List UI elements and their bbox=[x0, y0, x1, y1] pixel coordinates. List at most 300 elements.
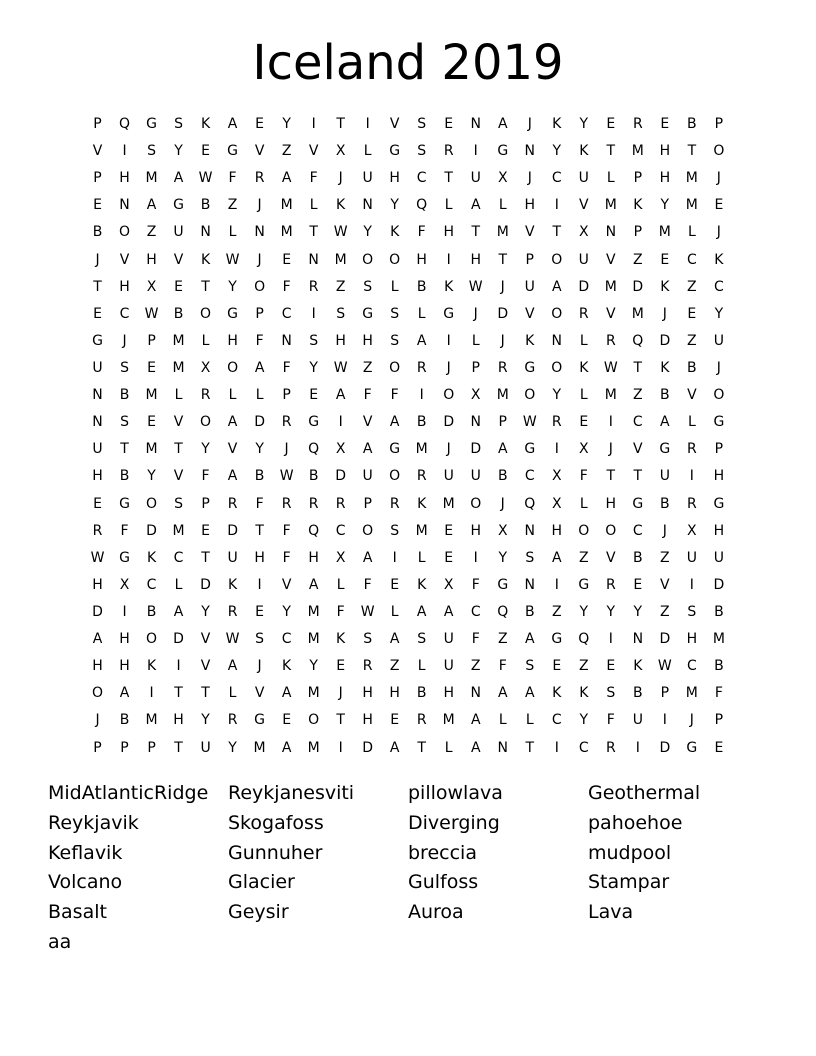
grid-letter: R bbox=[605, 576, 616, 593]
grid-letter: L bbox=[363, 143, 372, 160]
grid-letter: H bbox=[416, 251, 427, 268]
grid-letter: X bbox=[551, 495, 562, 512]
grid-letter: O bbox=[470, 495, 482, 512]
grid-letter: G bbox=[389, 441, 401, 458]
grid-letter: S bbox=[417, 143, 427, 160]
grid-letter: L bbox=[390, 278, 399, 295]
grid-letter: L bbox=[174, 387, 183, 404]
grid-letter: Y bbox=[201, 712, 210, 729]
word-list-item: Diverging bbox=[408, 811, 500, 834]
grid-letter: G bbox=[713, 495, 725, 512]
grid-letter: N bbox=[605, 224, 617, 241]
grid-letter: H bbox=[443, 685, 454, 702]
grid-letter: G bbox=[119, 549, 130, 566]
grid-letter: S bbox=[390, 305, 400, 322]
grid-letter: H bbox=[659, 170, 671, 187]
grid-letter: I bbox=[554, 739, 559, 756]
grid-letter: H bbox=[119, 658, 130, 675]
grid-letter: H bbox=[362, 685, 373, 702]
grid-letter: J bbox=[338, 170, 343, 187]
grid-letter: M bbox=[604, 387, 617, 404]
grid-letter: K bbox=[660, 359, 670, 376]
grid-letter: F bbox=[363, 576, 372, 593]
grid-letter: U bbox=[470, 170, 481, 187]
grid-letter: L bbox=[417, 658, 426, 675]
grid-letter: L bbox=[606, 170, 615, 187]
grid-letter: V bbox=[524, 305, 535, 322]
grid-letter: O bbox=[713, 143, 725, 160]
grid-letter: T bbox=[606, 143, 616, 160]
grid-letter: G bbox=[551, 631, 563, 648]
grid-letter: G bbox=[578, 576, 590, 593]
grid-letter: Z bbox=[497, 631, 508, 648]
grid-letter: P bbox=[93, 116, 102, 132]
grid-letter: B bbox=[416, 278, 427, 295]
grid-letter: X bbox=[443, 576, 454, 593]
grid-letter: T bbox=[444, 170, 453, 187]
grid-letter: B bbox=[119, 387, 130, 404]
grid-letter: V bbox=[254, 143, 265, 160]
grid-letter: N bbox=[470, 685, 481, 702]
grid-letter: L bbox=[228, 387, 237, 404]
grid-letter: H bbox=[605, 495, 617, 512]
grid-letter: Z bbox=[335, 278, 346, 295]
grid-letter: B bbox=[119, 712, 130, 729]
grid-letter: O bbox=[551, 251, 563, 268]
grid-letter: G bbox=[524, 441, 536, 458]
grid-letter: N bbox=[362, 197, 373, 214]
grid-letter: A bbox=[470, 712, 481, 729]
grid-letter: P bbox=[93, 170, 102, 187]
grid-letter: Y bbox=[579, 712, 589, 729]
grid-letter: T bbox=[255, 522, 264, 539]
grid-letter: A bbox=[497, 441, 508, 458]
grid-letter: K bbox=[579, 359, 589, 376]
grid-letter: O bbox=[362, 251, 374, 268]
grid-letter: A bbox=[389, 414, 400, 431]
grid-letter: B bbox=[524, 603, 535, 620]
grid-letter: V bbox=[119, 251, 130, 268]
word-list-item: Geothermal bbox=[588, 782, 701, 804]
grid-letter: K bbox=[146, 549, 157, 566]
grid-letter: B bbox=[254, 468, 265, 485]
grid-letter: M bbox=[253, 739, 266, 756]
grid-letter: F bbox=[120, 522, 129, 539]
grid-letter: N bbox=[119, 197, 130, 214]
grid-letter: Z bbox=[551, 603, 562, 620]
grid-letter: E bbox=[255, 116, 265, 132]
grid-letter: R bbox=[200, 387, 211, 404]
grid-letter: Y bbox=[282, 116, 291, 132]
grid-letter: T bbox=[633, 468, 643, 485]
grid-letter: Q bbox=[119, 116, 131, 132]
grid-letter: B bbox=[119, 468, 130, 485]
grid-letter: H bbox=[551, 522, 563, 539]
grid-letter: R bbox=[578, 305, 589, 322]
grid-letter: K bbox=[660, 278, 670, 295]
grid-letter: D bbox=[470, 441, 482, 458]
grid-letter: F bbox=[336, 603, 345, 620]
grid-letter: K bbox=[525, 332, 535, 349]
grid-letter: U bbox=[200, 739, 211, 756]
grid-letter: D bbox=[362, 739, 374, 756]
grid-letter: P bbox=[714, 441, 724, 458]
grid-letter: D bbox=[173, 631, 184, 648]
grid-letter: Y bbox=[606, 603, 616, 620]
grid-letter: O bbox=[146, 495, 158, 512]
grid-letter: E bbox=[93, 305, 102, 322]
grid-letter: U bbox=[578, 170, 589, 187]
grid-letter: K bbox=[336, 631, 346, 648]
grid-letter: H bbox=[659, 143, 671, 160]
grid-letter: R bbox=[227, 712, 238, 729]
grid-letter: F bbox=[282, 278, 291, 295]
grid-letter: H bbox=[119, 278, 130, 295]
grid-letter: L bbox=[498, 712, 507, 729]
grid-letter: D bbox=[659, 739, 671, 756]
grid-letter: F bbox=[471, 576, 480, 593]
grid-letter: M bbox=[307, 739, 320, 756]
grid-letter: L bbox=[255, 387, 264, 404]
grid-letter: F bbox=[606, 712, 615, 729]
grid-letter: G bbox=[227, 305, 239, 322]
grid-letter: B bbox=[714, 603, 724, 620]
grid-letter: D bbox=[335, 468, 347, 485]
grid-letter: D bbox=[659, 332, 671, 349]
grid-letter: C bbox=[470, 603, 481, 620]
grid-letter: I bbox=[608, 414, 613, 431]
grid-letter: T bbox=[174, 685, 183, 702]
grid-letter: M bbox=[496, 224, 509, 241]
grid-letter: G bbox=[686, 739, 698, 756]
word-list-item: Auroa bbox=[408, 901, 464, 924]
grid-letter: E bbox=[282, 712, 292, 729]
grid-letter: O bbox=[91, 685, 104, 702]
grid-letter: W bbox=[144, 305, 159, 322]
grid-letter: D bbox=[200, 576, 211, 593]
grid-letter: R bbox=[686, 441, 697, 458]
grid-letter: Y bbox=[228, 739, 237, 756]
grid-letter: N bbox=[497, 739, 508, 756]
word-list-item: Skogafoss bbox=[228, 811, 324, 834]
grid-letter: P bbox=[201, 495, 210, 512]
grid-letter: K bbox=[444, 278, 454, 295]
grid-letter: G bbox=[713, 414, 725, 431]
grid-letter: W bbox=[225, 631, 240, 648]
grid-letter: K bbox=[633, 658, 643, 675]
grid-letter: L bbox=[579, 495, 588, 512]
grid-letter: A bbox=[470, 739, 481, 756]
grid-letter: H bbox=[443, 224, 454, 241]
grid-letter: Z bbox=[362, 359, 373, 376]
grid-letter: Z bbox=[633, 251, 643, 268]
grid-letter: R bbox=[416, 468, 427, 485]
grid-letter: S bbox=[417, 116, 427, 132]
grid-letter: E bbox=[714, 739, 724, 756]
word-list-item: Glacier bbox=[228, 871, 295, 894]
grid-letter: A bbox=[443, 603, 454, 620]
grid-letter: K bbox=[417, 495, 427, 512]
grid-letter: S bbox=[363, 278, 373, 295]
grid-letter: R bbox=[227, 495, 238, 512]
grid-letter: D bbox=[146, 522, 157, 539]
grid-letter: A bbox=[416, 603, 427, 620]
grid-letter: G bbox=[119, 495, 130, 512]
grid-letter: P bbox=[633, 170, 643, 187]
grid-letter: Z bbox=[227, 197, 238, 214]
grid-letter: M bbox=[172, 522, 185, 539]
grid-letter: F bbox=[579, 468, 588, 485]
grid-letter: V bbox=[362, 414, 373, 431]
grid-letter: M bbox=[712, 631, 725, 648]
grid-letter: Y bbox=[390, 197, 399, 214]
grid-letter: R bbox=[335, 495, 346, 512]
word-list-item: mudpool bbox=[588, 841, 672, 864]
grid-letter: S bbox=[336, 305, 346, 322]
grid-letter: F bbox=[228, 170, 237, 187]
page-title: Iceland 2019 bbox=[252, 35, 564, 91]
grid-letter: P bbox=[120, 739, 129, 756]
grid-letter: V bbox=[579, 197, 589, 214]
grid-letter: L bbox=[687, 224, 696, 241]
grid-letter: A bbox=[524, 685, 535, 702]
grid-letter: H bbox=[92, 658, 103, 675]
grid-letter: N bbox=[551, 332, 563, 349]
grid-letter: J bbox=[284, 441, 289, 458]
grid-letter: X bbox=[578, 441, 589, 458]
grid-letter: H bbox=[362, 712, 373, 729]
grid-letter: E bbox=[660, 116, 670, 132]
grid-letter: D bbox=[497, 305, 509, 322]
grid-letter: M bbox=[415, 522, 428, 539]
grid-letter: Y bbox=[282, 603, 291, 620]
grid-letter: O bbox=[362, 522, 374, 539]
grid-letter: Z bbox=[146, 224, 157, 241]
grid-letter: U bbox=[443, 631, 454, 648]
word-list-item: Volcano bbox=[48, 871, 123, 894]
grid-letter: W bbox=[198, 170, 213, 187]
grid-letter: J bbox=[257, 658, 262, 675]
grid-letter: O bbox=[524, 387, 536, 404]
grid-letter: L bbox=[309, 197, 318, 214]
grid-letter: J bbox=[689, 712, 694, 729]
grid-letter: L bbox=[417, 305, 426, 322]
word-list-item: aa bbox=[48, 930, 72, 953]
grid-letter: P bbox=[525, 251, 534, 268]
grid-letter: J bbox=[527, 170, 532, 187]
grid-letter: J bbox=[338, 685, 343, 702]
grid-letter: O bbox=[389, 468, 401, 485]
grid-letter: X bbox=[119, 576, 130, 593]
grid-letter: F bbox=[282, 359, 291, 376]
grid-letter: G bbox=[659, 441, 671, 458]
grid-letter: Z bbox=[660, 549, 670, 566]
grid-letter: Z bbox=[281, 143, 292, 160]
grid-letter: V bbox=[606, 549, 616, 566]
grid-letter: A bbox=[92, 631, 103, 648]
grid-letter: W bbox=[522, 414, 537, 431]
grid-letter: H bbox=[470, 251, 481, 268]
grid-letter: A bbox=[551, 278, 562, 295]
grid-letter: A bbox=[254, 359, 265, 376]
grid-letter: V bbox=[173, 468, 184, 485]
word-list-item: Gulfoss bbox=[408, 871, 479, 894]
grid-letter: M bbox=[334, 251, 347, 268]
grid-letter: E bbox=[93, 495, 102, 512]
word-list-item: MidAtlanticRidge bbox=[48, 782, 209, 804]
grid-letter: T bbox=[633, 359, 643, 376]
grid-letter: Y bbox=[579, 116, 589, 132]
grid-letter: H bbox=[389, 685, 400, 702]
grid-letter: D bbox=[713, 576, 725, 593]
grid-letter: A bbox=[227, 414, 238, 431]
grid-letter: X bbox=[470, 387, 481, 404]
word-list-item: Basalt bbox=[48, 901, 107, 924]
grid-letter: H bbox=[119, 170, 130, 187]
grid-letter: R bbox=[605, 332, 616, 349]
grid-letter: S bbox=[363, 631, 373, 648]
grid-letter: U bbox=[686, 549, 697, 566]
grid-letter: E bbox=[552, 658, 562, 675]
grid-letter: E bbox=[687, 305, 697, 322]
grid-letter: M bbox=[496, 387, 509, 404]
grid-letter: C bbox=[119, 305, 130, 322]
grid-letter: M bbox=[307, 603, 320, 620]
grid-letter: N bbox=[632, 631, 644, 648]
grid-letter: E bbox=[606, 658, 616, 675]
grid-letter: J bbox=[500, 495, 505, 512]
grid-letter: J bbox=[662, 305, 667, 322]
grid-letter: I bbox=[689, 576, 694, 593]
grid-letter: T bbox=[336, 712, 345, 729]
grid-letter: M bbox=[685, 685, 698, 702]
grid-letter: H bbox=[254, 549, 265, 566]
grid-letter: G bbox=[146, 116, 157, 132]
grid-letter: J bbox=[716, 224, 721, 241]
grid-letter: E bbox=[93, 197, 102, 214]
grid-letter: O bbox=[308, 712, 320, 729]
grid-letter: G bbox=[362, 305, 374, 322]
grid-letter: C bbox=[632, 414, 643, 431]
grid-letter: F bbox=[255, 332, 264, 349]
grid-letter: Q bbox=[524, 495, 536, 512]
grid-letter: A bbox=[497, 116, 508, 132]
grid-letter: W bbox=[603, 359, 618, 376]
grid-letter: D bbox=[227, 522, 238, 539]
grid-letter: M bbox=[145, 387, 158, 404]
grid-letter: T bbox=[471, 224, 480, 241]
grid-letter: B bbox=[497, 468, 508, 485]
grid-letter: B bbox=[714, 658, 724, 675]
grid-letter: K bbox=[390, 224, 400, 241]
grid-letter: L bbox=[390, 603, 399, 620]
grid-letter: Y bbox=[228, 278, 237, 295]
grid-letter: I bbox=[419, 387, 424, 404]
grid-letter: X bbox=[335, 549, 346, 566]
grid-letter: E bbox=[147, 359, 156, 376]
grid-letter: A bbox=[173, 603, 184, 620]
grid-letter: E bbox=[606, 116, 616, 132]
grid-letter: O bbox=[254, 278, 266, 295]
grid-letter: H bbox=[308, 549, 319, 566]
grid-letter: H bbox=[686, 631, 698, 648]
grid-letter: L bbox=[498, 197, 507, 214]
grid-letter: R bbox=[389, 495, 400, 512]
grid-letter: V bbox=[606, 305, 616, 322]
grid-letter: J bbox=[716, 170, 721, 187]
grid-letter: N bbox=[308, 251, 319, 268]
grid-letter: I bbox=[446, 251, 451, 268]
grid-letter: A bbox=[119, 685, 130, 702]
grid-letter: W bbox=[90, 549, 105, 566]
grid-letter: X bbox=[497, 522, 508, 539]
grid-letter: A bbox=[470, 197, 481, 214]
grid-letter: I bbox=[338, 414, 343, 431]
word-list-item: pillowlava bbox=[408, 782, 503, 804]
grid-letter: A bbox=[173, 170, 184, 187]
grid-letter: D bbox=[578, 278, 590, 295]
grid-letter: V bbox=[687, 387, 697, 404]
grid-letter: M bbox=[604, 278, 617, 295]
grid-letter: A bbox=[146, 197, 157, 214]
grid-letter: I bbox=[311, 116, 316, 132]
grid-letter: Z bbox=[687, 332, 697, 349]
grid-letter: Z bbox=[578, 549, 589, 566]
grid-letter: N bbox=[254, 224, 265, 241]
grid-letter: O bbox=[119, 224, 131, 241]
grid-letter: W bbox=[333, 224, 348, 241]
grid-letter: J bbox=[95, 251, 100, 268]
grid-letter: Z bbox=[389, 658, 400, 675]
grid-letter: I bbox=[608, 631, 613, 648]
grid-letter: T bbox=[552, 224, 562, 241]
grid-letter: F bbox=[390, 387, 399, 404]
grid-letter: T bbox=[498, 251, 508, 268]
grid-letter: V bbox=[227, 441, 238, 458]
grid-letter: L bbox=[687, 414, 696, 431]
grid-letter: Y bbox=[714, 305, 724, 322]
grid-letter: O bbox=[551, 359, 563, 376]
word-list-item: Reykjanesviti bbox=[228, 782, 355, 804]
grid-letter: I bbox=[338, 739, 343, 756]
word-list-item: Geysir bbox=[228, 901, 289, 924]
grid-letter: S bbox=[147, 143, 156, 160]
grid-letter: D bbox=[254, 414, 265, 431]
grid-letter: G bbox=[443, 305, 455, 322]
grid-letter: O bbox=[551, 305, 563, 322]
grid-letter: W bbox=[468, 278, 483, 295]
grid-letter: U bbox=[362, 468, 373, 485]
grid-letter: S bbox=[525, 658, 535, 675]
grid-letter: R bbox=[686, 495, 697, 512]
grid-letter: J bbox=[716, 359, 721, 376]
grid-letter: E bbox=[633, 576, 643, 593]
grid-letter: S bbox=[255, 631, 265, 648]
grid-letter: J bbox=[608, 441, 613, 458]
grid-letter: E bbox=[444, 549, 454, 566]
grid-letter: V bbox=[606, 251, 616, 268]
grid-letter: S bbox=[120, 359, 129, 376]
grid-letter: C bbox=[335, 522, 346, 539]
grid-letter: V bbox=[524, 224, 535, 241]
grid-letter: C bbox=[551, 170, 562, 187]
grid-letter: O bbox=[443, 387, 455, 404]
grid-letter: B bbox=[146, 603, 157, 620]
grid-letter: U bbox=[470, 468, 481, 485]
grid-letter: Q bbox=[416, 197, 428, 214]
grid-letter: A bbox=[551, 549, 562, 566]
grid-letter: M bbox=[280, 224, 293, 241]
